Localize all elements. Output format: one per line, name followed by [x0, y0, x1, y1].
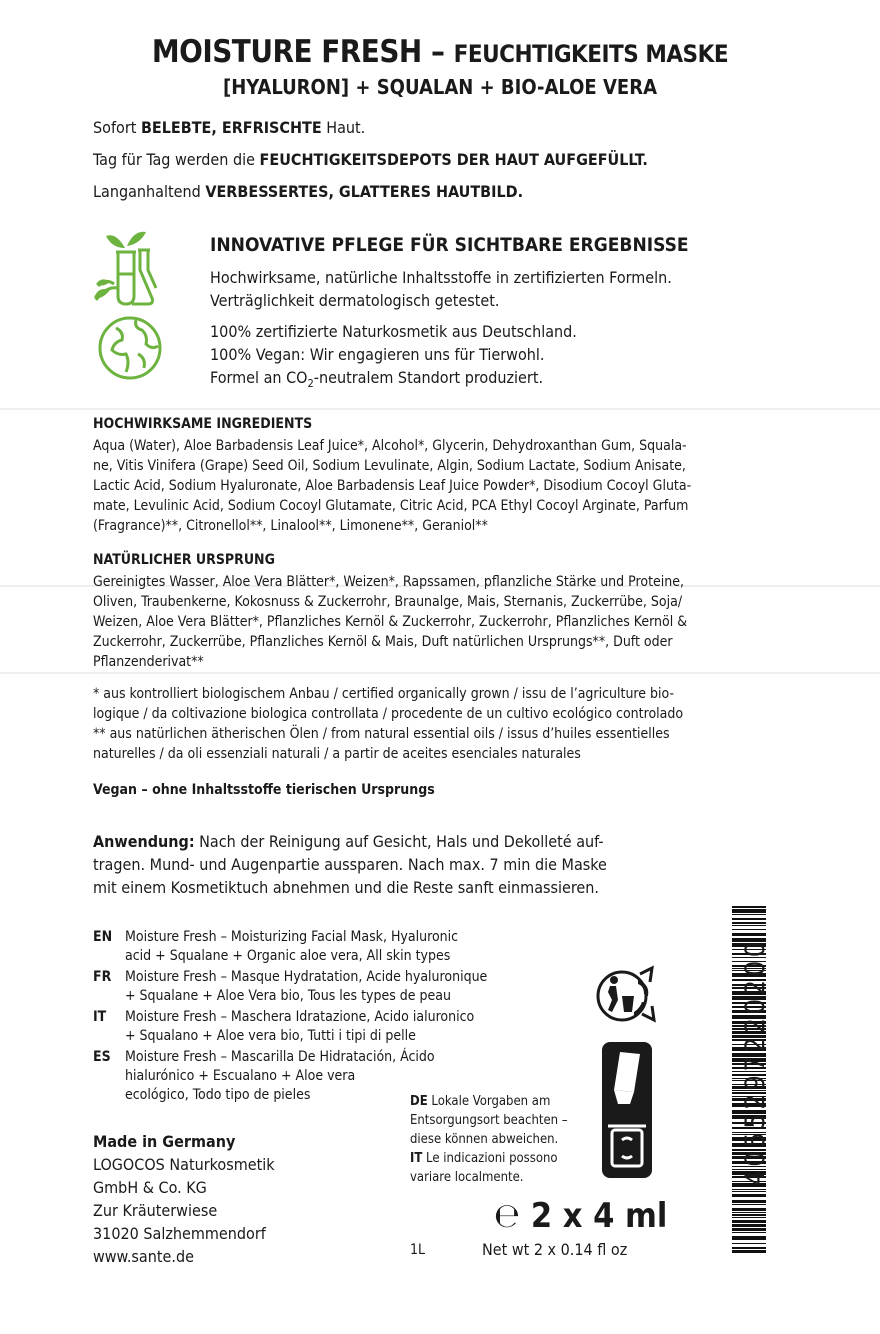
website-link[interactable]: www.sante.de	[93, 1247, 194, 1266]
fold-line	[0, 672, 880, 674]
globe-icon	[96, 314, 164, 382]
innovation-line-4: 100% Vegan: Wir engagieren uns für Tierwohl.	[210, 345, 545, 364]
innovation-line-1: Hochwirksame, natürliche Inhaltsstoffe in zertifizierten Formeln.	[210, 268, 672, 287]
usage-instructions: Anwendung: Nach der Reinigung auf Gesicht, Hals und Dekolleté auf- tragen. Mund- und Augenpartie aussparen. Nach max. 7 min die Maske mit einem Kosmetiktuch abnehmen und die Reste sanft einmassieren.	[93, 832, 607, 897]
barcode-bar	[732, 1243, 766, 1244]
product-title	[0, 34, 880, 70]
title-sub: FEUCHTIGKEITS MASKE	[453, 40, 729, 68]
claim-3: Langanhaltend VERBESSERTES, GLATTERES HAUTBILD.	[93, 182, 524, 201]
ingredients-list: Aqua (Water), Aloe Barbadensis Leaf Juice*, Alcohol*, Glycerin, Dehydroxanthan Gum, Squala- ne, Vitis Vinifera (Grape) Seed Oil, Sodium Levulinate, Algin, Sodium Lactate, Sodium Anisate, Lactic Acid, Sodium Hyaluronate, Aloe Barbadensis Leaf Juice Powder*, Disodium Cocoyl Gluta- mate, Levulinic Acid, Sodium Cocoyl Glutamate, Citric Acid, PCA Ethyl Cocoyl Arginate, Parfum (Fragrance)**, Citronellol**, Linalool**, Limonene**, Geraniol**	[93, 438, 692, 534]
co2-statement: Formel an $CO_2$-neutralem Standort produziert.	[210, 368, 544, 391]
claim-2: Tag für Tag werden die FEUCHTIGKEITSDEPOTS DER HAUT AUFGEFÜLLT.	[93, 150, 648, 169]
product-subtitle: [HYALURON] + SQUALAN + BIO-ALOE VERA	[223, 75, 657, 99]
made-in-germany: Made in Germany	[93, 1132, 236, 1151]
claim-1: Sofort BELEBTE, ERFRISCHTE Haut.	[93, 118, 366, 137]
innovation-heading: INNOVATIVE PFLEGE FÜR SICHTBARE ERGEBNISSE	[210, 234, 689, 256]
net-weight: Net wt 2 x 0.14 fl oz	[482, 1240, 628, 1259]
e-mark: ℮	[494, 1196, 521, 1236]
title-separator: –	[421, 34, 454, 70]
manufacturer-address: LOGOCOS Naturkosmetik GmbH & Co. KG Zur Kräuterwiese 31020 Salzhemmendorf www.sante.de	[93, 1155, 275, 1266]
innovation-line-3: 100% zertifizierte Naturkosmetik aus Deutschland.	[210, 322, 577, 341]
barcode-bar	[732, 1250, 766, 1253]
tidyman-recycle-icon	[592, 962, 660, 1030]
ingredients-heading: HOCHWIRKSAME INGREDIENTS	[93, 416, 313, 432]
fold-line	[0, 408, 880, 410]
barcode-bar	[732, 1247, 766, 1249]
disposal-note: DE Lokale Vorgaben am Entsorgungsort beachten – diese können abweichen. IT Le indicazioni possono variare localmente.	[410, 1094, 568, 1185]
footnotes: * aus kontrolliert biologischem Anbau / certified organically grown / issu de l’agriculture bio- logique / da coltivazione biologica controllata / procedente de un cultivo ecológico controlado ** aus natürlichen ätherischen Ölen / from natural essential oils / issus d’huiles essentielles naturelles / da oli essenziali naturali / a partir de aceites esenciales naturales	[93, 686, 684, 762]
barcode-digits: 4055297220200	[740, 938, 771, 1186]
origin-heading: NATÜRLICHER URSPRUNG	[93, 552, 275, 568]
innovation-line-2: Verträglichkeit dermatologisch getestet.	[210, 291, 500, 310]
sachet-icon	[600, 1040, 654, 1180]
origin-list: Gereinigtes Wasser, Aloe Vera Blätter*, Weizen*, Rapssamen, pflanzliche Stärke und Proteine, Oliven, Traubenkerne, Kokosnuss & Zuckerrohr, Braunalge, Mais, Sternanis, Zuckerrübe, Soja/ Weizen, Aloe Vera Blätter*, Pflanzliches Kernöl & Zuckerrohr, Zuckerrohr, Pflanzliches Kernöl & Zuckerrohr, Zuckerrübe, Pflanzliches Kernöl & Mais, Duft natürlichen Ursprungs**, Duft oder Pflanzenderivat**	[93, 574, 688, 670]
title-main: MOISTURE FRESH	[151, 34, 422, 70]
lot-code: 1L	[410, 1242, 426, 1258]
lab-flask-leaf-icon	[92, 226, 162, 310]
vegan-statement: Vegan – ohne Inhaltsstoffe tierischen Ursprungs	[93, 782, 435, 798]
quantity: ℮ 2 x 4 ml	[494, 1196, 668, 1236]
product-back-label: MOISTURE FRESH – FEUCHTIGKEITS MASKE [HYALURON] + SQUALAN + BIO-ALOE VERA Sofort BELEBTE, ERFRISCHTE Haut. Tag für Tag werden die FEUCHTIGKEITSDEPOTS DER HAUT AUFGEFÜLLT. Langanhaltend VERBESSERTES, GLATTERES HAUTBILD. INNOVATIVE PFLEGE FÜR SICHTBARE ERGEBNISSE Hochwirksame, natürliche Inhaltsstoffe in zertifizierten Formeln. Verträglichkeit dermatologisch getestet. 100% zertifizierte Naturkosmetik aus Deutschland. 100% Vegan: Wir engagieren uns für Tierwohl. Formel an $CO_2$-neutralem Standort produziert. HOCHWIRKSAME INGREDIENTS Aqua (Water), Aloe Barbadensis Leaf Juice*, Alcohol*, Glycerin, Dehydroxanthan Gum, Squala- ne, Vitis Vinifera (Grape) Seed Oil, Sodium Levulinate, Algin, Sodium Lactate, Sodium Anisate, Lactic Acid, Sodium Hyaluronate, Aloe Barbadensis Leaf Juice Powder*, Disodium Cocoyl Gluta- mate, Levulinic Acid, Sodium Cocoyl Glutamate, Citric Acid, PCA Ethyl Cocoyl Arginate, Parfum (Fragrance)**, Citronellol**, Linalool**, Limonene**, Geraniol** NATÜRLICHER URSPRUNG Gereinigtes Wasser, Aloe Vera Blätter*, Weizen*, Rapssamen, pflanzliche Stärke und Proteine, Oliven, Traubenkerne, Kokosnuss & Zuckerrohr, Braunalge, Mais, Sternanis, Zuckerrübe, Soja/ Weizen, Aloe Vera Blätter*, Pflanzliches Kernöl & Zuckerrohr, Zuckerrohr, Pflanzliches Kernöl & Zuckerrohr, Zuckerrübe, Pflanzliches Kernöl & Mais, Duft natürlichen Ursprungs**, Duft oder Pflanzenderivat** * aus kontrolliert biologischem Anbau / certified organically grown / issu de l’agriculture bio- logique / da coltivazione biologica controllata / procedente de un cultivo ecológico controlado ** aus natürlichen ätherischen Ölen / from natural essential oils / issus d’huiles essentielles naturelles / da oli essenziali naturali / a partir de aceites esenciales naturales Vegan – ohne Inhaltsstoffe tierischen Ursprungs Anwendung: Nach der Reinigung auf Gesicht, Hals und Dekolleté auf- tragen. Mund- und Augenpartie aussparen. Nach max. 7 min die Maske mit einem Kosmetiktuch abnehmen und die Reste sanft einmassieren. EN Moisture Fresh – Moisturizing Facial Mask, Hyaluronic acid + Squalane + Organic aloe vera, All skin types FR Moisture Fresh – Masque Hydratation, Acide hyaluronique + Squalane + Aloe Vera bio, Tous les types de peau IT Moisture Fresh – Maschera Idratazione, Acido ialuronico + Squalano + Aloe vera bio, Tutti i tipi di pelle ES Moisture Fresh – Mascarilla De Hidratación, Ácido hialurónico + Escualano + Aloe vera ecológico, Todo tipo de pieles DE Lokale Vorgaben am Entsorgungsort beachten – diese können abweichen. IT Le indicazioni possono variare localmente. Made in Germany LOGOCOS Naturkosmetik GmbH & Co. KG Zur Kräuterwiese 31020 Salzhemmendorf www.sante.de 1L ℮ 2 x 4 ml Net wt 2 x 0.14 fl oz 4055297220200	[0, 0, 880, 1334]
